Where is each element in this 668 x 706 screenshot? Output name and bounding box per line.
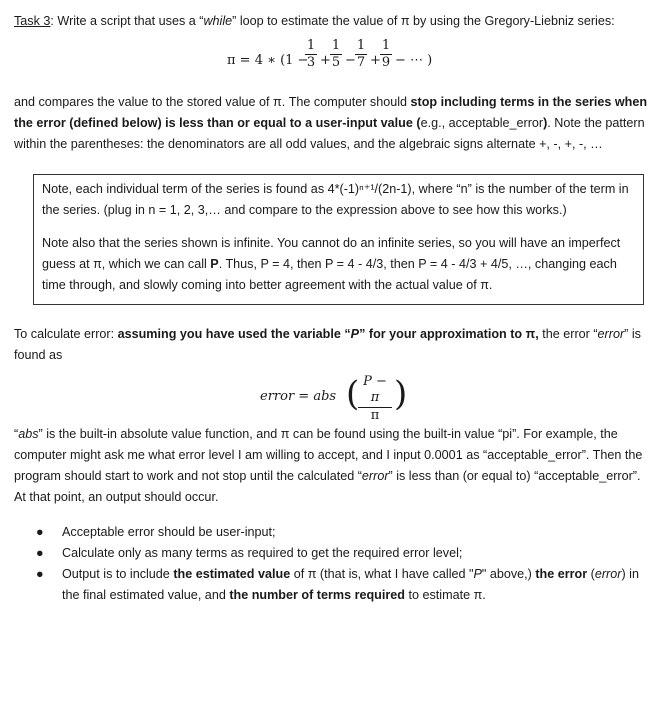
paragraph-abs: “abs” is the built-in absolute value function, and π can be found using the built-in value “pi”. For example, the computer might ask me what error level I am willing to accept, and I input 0.0001 as “acceptable_error”. Then the program should start to work and not stop until the calculated “error” is less than (or equal to) “acceptable_error”. At that point, an output should occur. xyxy=(14,427,643,504)
paragraph-compare: and compares the value to the stored value of π. The computer should stop including terms in the series when the error (defined below) is less than or equal to a user-input value (e.g., acceptable_error). Note the pattern within the parentheses: the denominators are all odd values, and the algebraic signs alternate +, -, +, -, … xyxy=(14,95,648,151)
error-formula: error = abs ( P − π π ) xyxy=(260,374,408,423)
gregory-leibniz-formula: π = 4 ∗ (1 − 1 3 + 1 5 − 1 7 + 1 9 − ⋯ ) xyxy=(227,38,433,70)
formula-lhs: π = 4 ∗ (1 − xyxy=(227,53,309,68)
formula-term: 1 9 xyxy=(381,38,391,70)
list-item: ● Acceptable error should be user-input; xyxy=(14,522,654,543)
task-label: Task 3 xyxy=(14,14,51,28)
list-item: ● Calculate only as many terms as required to get the required error level; xyxy=(14,543,654,564)
document-page xyxy=(14,11,654,606)
requirements-list xyxy=(14,522,654,606)
note-box xyxy=(33,174,644,305)
list-item: ● Output is to include the estimated value of π (that is, what I have called "P" above,) the error (error) in the final estimated value, and the number of terms required to estimate π. xyxy=(14,564,654,606)
bullet-icon: ● xyxy=(36,525,44,539)
note-term-formula: Note, each individual term of the series is found as 4*(-1)ⁿ⁺¹/(2n-1), where “n” is the number of the term in the series. (plug in n = 1, 2, 3,… and compare to the expression above to see how this works.) xyxy=(42,182,629,217)
note-infinite-series: Note also that the series shown is infinite. You cannot do an infinite series, so you will have an imperfect guess at π, which we can call P. Thus, P = 4, then P = 4 - 4/3, then P = 4 - 4/3 + 4/5, …, changing each time through, and slowly coming into better agreement with the actual value of π. xyxy=(42,236,621,292)
bullet-icon: ● xyxy=(36,546,44,560)
error-fraction: P − π π xyxy=(358,374,392,424)
formula-term: 1 3 xyxy=(306,38,316,70)
task-intro: Task 3: Write a script that uses a “while” loop to estimate the value of π by using the Gregory-Liebniz series: xyxy=(14,14,615,28)
formula-term: 1 5 xyxy=(331,38,341,70)
error-intro: To calculate error: assuming you have used the variable “P” for your approximation to π, the error “error” is found as xyxy=(14,327,641,362)
error-formula-lhs: error = abs xyxy=(260,389,337,404)
bullet-icon: ● xyxy=(36,567,44,581)
formula-term: 1 7 xyxy=(356,38,366,70)
while-keyword: while xyxy=(203,14,233,28)
